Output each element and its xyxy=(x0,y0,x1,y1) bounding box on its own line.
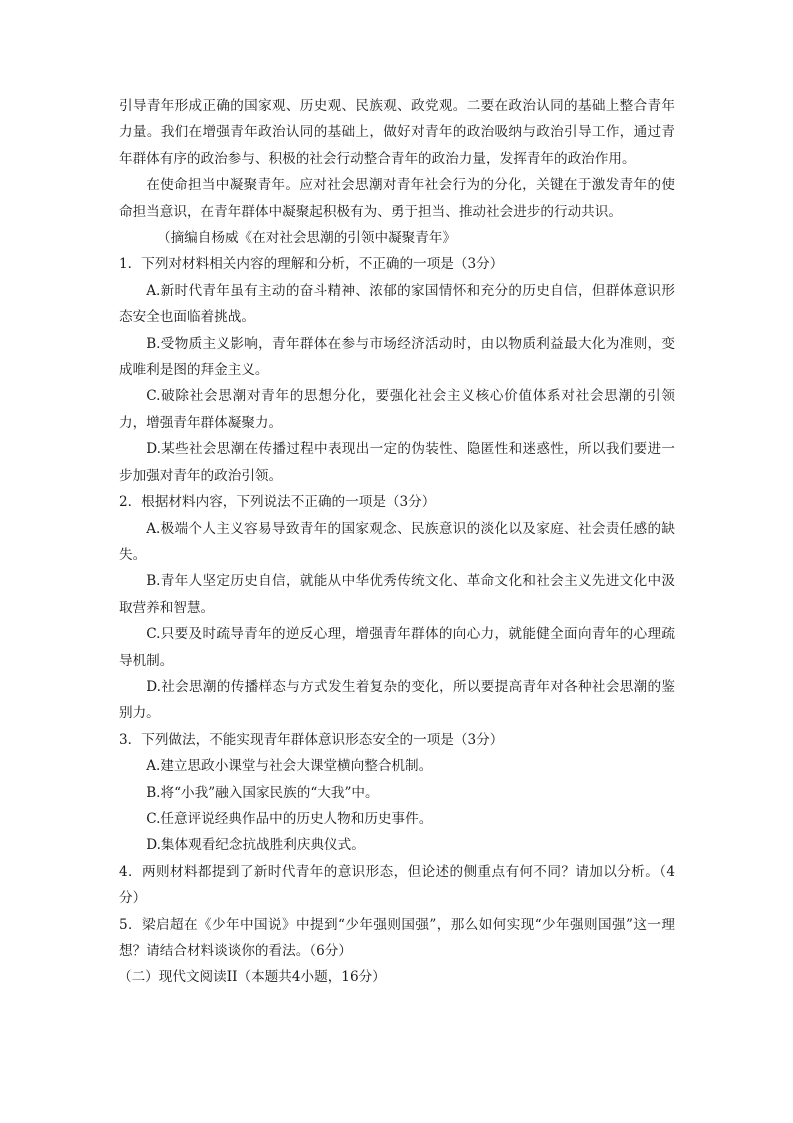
question-stem: 5．梁启超在《少年中国说》中提到“少年强则国强”，那么如何实现“少年强则国强”这一理想？请结合材料谈谈你的看法。（6分） xyxy=(119,916,675,959)
question-4 xyxy=(119,859,675,912)
option-a: A.建立思政小课堂与社会大课堂横向整合机制。 xyxy=(146,758,433,775)
option-d: D.集体观看纪念抗战胜利庆典仪式。 xyxy=(146,837,365,854)
question-2 xyxy=(119,489,675,727)
option-a: A.极端个人主义容易导致青年的国家观念、民族意识的淡化以及家庭、社会责任感的缺失。 xyxy=(119,520,675,563)
option-b: B.受物质主义影响，青年群体在参与市场经济活动时，由以物质利益最大化为准则，变成唯利是图的拜金主义。 xyxy=(119,335,675,379)
option-b: B.将“小我”融入国家民族的“大我”中。 xyxy=(146,784,379,801)
intro-paragraph-1: 引导青年形成正确的国家观、历史观、民族观、政党观。二要在政治认同的基础上整合青年力量。我们在增强青年政治认同的基础上，做好对青年的政治吸纳与政治引导工作，通过青年群体有序的政治参与、积极的社会行动整合青年的政治力量，发挥青年的政治作用。 xyxy=(119,98,675,167)
intro-paragraph-2: 在使命担当中凝聚青年。应对社会思潮对青年社会行为的分化，关键在于激发青年的使命担当意识，在青年群体中凝聚起积极有为、勇于担当、推动社会进步的行动共识。 xyxy=(119,177,675,220)
question-stem: 4．两则材料都提到了新时代青年的意识形态，但论述的侧重点有何不同？请加以分析。（4分） xyxy=(119,863,675,907)
question-3 xyxy=(119,727,675,859)
option-c: C.任意评说经典作品中的历史人物和历史事件。 xyxy=(146,810,433,827)
source-citation: （摘编自杨威《在对社会思潮的引领中凝聚青年》 xyxy=(157,230,457,247)
document-page xyxy=(119,93,675,991)
option-a: A.新时代青年虽有主动的奋斗精神、浓郁的家国情怀和充分的历史自信，但群体意识形态安全也面临着挑战。 xyxy=(119,282,675,326)
question-stem: 2．根据材料内容，下列说法不正确的一项是（3分） xyxy=(119,494,436,511)
question-1 xyxy=(119,251,675,489)
option-c: C.只要及时疏导青年的逆反心理，增强青年群体的向心力，就能健全面向青年的心理疏导机制。 xyxy=(119,626,675,669)
question-stem: 3．下列做法，不能实现青年群体意识形态安全的一项是（3分） xyxy=(119,731,504,748)
question-5 xyxy=(119,912,675,965)
section-heading: （二）现代文阅读II（本题共4小题，16分） xyxy=(118,969,386,986)
option-c: C.破除社会思潮对青年的思想分化，要强化社会主义核心价值体系对社会思潮的引领力，增强青年群体凝聚力。 xyxy=(119,388,675,431)
question-stem: 1．下列对材料相关内容的理解和分析，不正确的一项是（3分） xyxy=(119,256,504,273)
option-d: D.某些社会思潮在传播过程中表现出一定的伪装性、隐匿性和迷惑性，所以我们要进一步加强对青年的政治引领。 xyxy=(119,441,675,484)
option-b: B.青年人坚定历史自信，就能从中华优秀传统文化、革命文化和社会主义先进文化中汲取营养和智慧。 xyxy=(119,573,675,616)
option-d: D.社会思潮的传播样态与方式发生着复杂的变化，所以要提高青年对各种社会思潮的鉴别力。 xyxy=(119,678,675,722)
